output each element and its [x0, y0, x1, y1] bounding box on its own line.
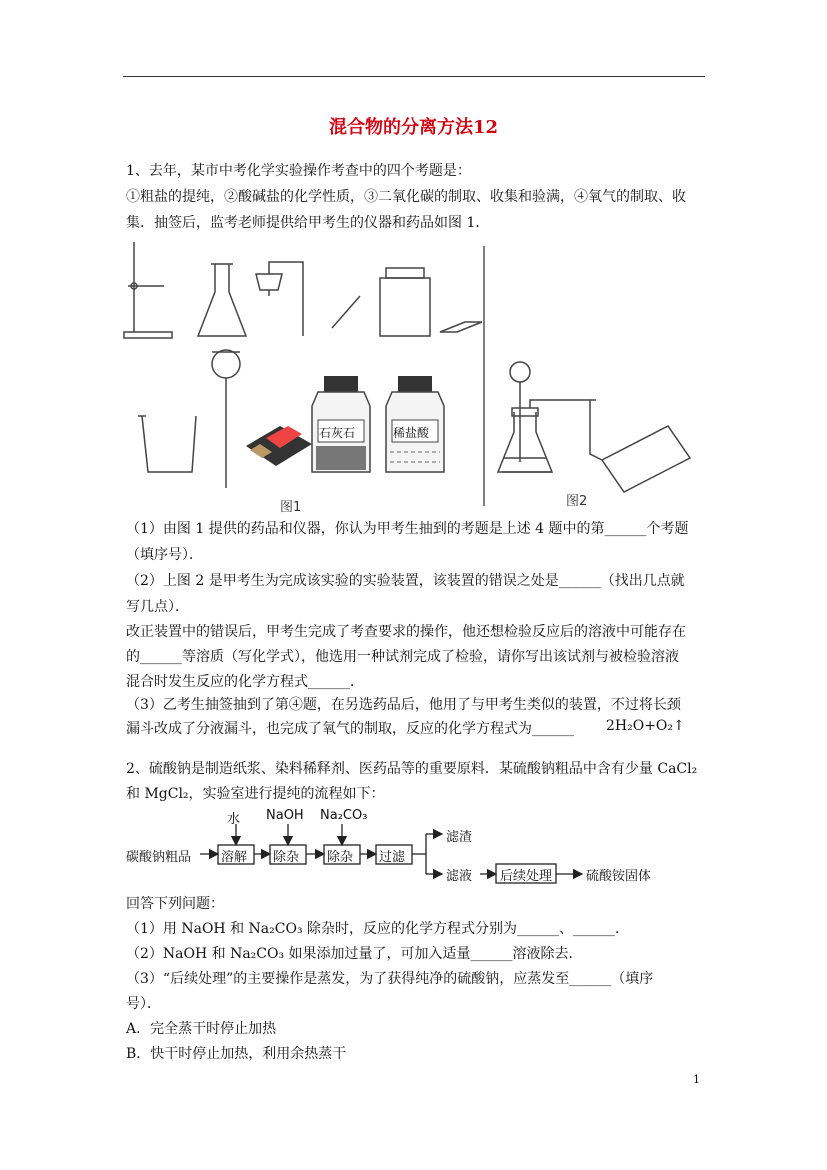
flow-step-remove2: 除杂 [327, 850, 354, 865]
flow-step-post: 后续处理 [500, 869, 553, 884]
stopper-tube-icon [256, 262, 303, 336]
q2-option-a: A．完全蒸干时停止加热 [126, 1021, 277, 1037]
flow-step-filter: 过滤 [379, 850, 406, 865]
q1-equation: 2H₂O+O₂↑ [606, 718, 685, 734]
q2-sub2: （2）NaOH 和 Na₂CO₃ 如果添加过量了，可加入适量______溶液除去． [126, 946, 583, 962]
q2-sub1: （1）用 NaOH 和 Na₂CO₃ 除杂时，反应的化学方程式分别为______、______． [126, 921, 630, 937]
page-number: 1 [693, 1073, 700, 1086]
q2-sub3-line2: 号）． [126, 996, 161, 1012]
page-title: 混合物的分离方法12 [328, 117, 499, 138]
q1-sub3-line1: （3）乙考生抽签抽到了第④题，在另选药品后，他用了与甲考生类似的装置，不过将长颈 [126, 697, 681, 713]
iron-stand-icon [124, 242, 172, 338]
reagent-na2co3: Na₂CO₃ [320, 808, 368, 823]
q2-answer-prompt: 回答下列问题： [126, 896, 224, 912]
q1-follow-line1: 改正装置中的错误后，甲考生完成了考查要求的操作，他还想检验反应后的溶液中可能存在 [126, 624, 686, 640]
matches-box-icon [246, 426, 312, 466]
q1-sub2-line1: （2）上图 2 是甲考生为完成该实验的实验装置，该装置的错误之处是______（找出几点就 [126, 573, 685, 589]
q1-follow-line3: 混合时发生反应的化学方程式______． [126, 674, 364, 690]
reagent-naoh: NaOH [266, 808, 304, 823]
glass-plate-icon [440, 322, 482, 332]
figure-1-label: 图1 [280, 500, 302, 515]
q1-intro: 1、去年，某市中考化学实验操作考查中的四个考题是： [126, 163, 471, 179]
apparatus-figure [120, 236, 720, 516]
glass-rod-icon [332, 296, 360, 328]
gas-generation-setup-icon [498, 362, 690, 492]
limestone-label: 石灰石 [319, 426, 356, 440]
q1-follow-line2: 的______等溶质（写化学式），他选用一种试剂完成了检验，请你写出该试剂与被检验溶液 [126, 649, 679, 665]
q1-topics-line2: 集．抽签后，监考老师提供给甲考生的仪器和药品如图 1． [126, 215, 490, 231]
flow-start: 碳酸钠粗品 [126, 850, 192, 865]
q1-sub2-line2: 写几点）． [126, 599, 189, 615]
flow-step-dissolve: 溶解 [221, 850, 248, 865]
beaker-icon [138, 416, 196, 472]
q1-sub3-line2: 漏斗改成了分液漏斗，也完成了氧气的制取，反应的化学方程式为______ [126, 721, 574, 737]
long-neck-funnel-icon [212, 350, 240, 488]
flow-product: 硫酸铵固体 [586, 869, 652, 884]
flow-step-remove1: 除杂 [273, 850, 300, 865]
reagent-water: 水 [227, 812, 241, 827]
header-rule [123, 76, 705, 77]
q2-intro-line2: 和 MgCl₂，实验室进行提纯的流程如下： [126, 786, 385, 802]
figure-2-label: 图2 [566, 494, 588, 509]
q1-topics-line1: ①粗盐的提纯，②酸碱盐的化学性质，③二氧化碳的制取、收集和验满，④氧气的制取、收 [126, 189, 686, 205]
conical-flask-icon [198, 264, 246, 336]
q1-sub1-line2: （填序号）． [126, 547, 203, 563]
flow-residue: 滤渣 [446, 830, 473, 845]
flow-filtrate: 滤液 [446, 869, 473, 884]
q2-option-b: B．快干时停止加热，利用余热蒸干 [126, 1046, 347, 1062]
q2-sub3-line1: （3）“后续处理”的主要操作是蒸发，为了获得纯净的硫酸钠，应蒸发至______（填序 [126, 971, 654, 987]
q1-sub1-line1: （1）由图 1 提供的药品和仪器，你认为甲考生抽到的考题是上述 4 题中的第______个考题 [126, 521, 689, 537]
wide-mouth-bottle-icon [380, 268, 430, 336]
q2-intro-line1: 2、硫酸钠是制造纸浆、染料稀释剂、医药品等的重要原料．某硫酸钠粗品中含有少量 CaCl₂ [126, 761, 698, 777]
hydrochloric-acid-label: 稀盐酸 [393, 426, 430, 440]
